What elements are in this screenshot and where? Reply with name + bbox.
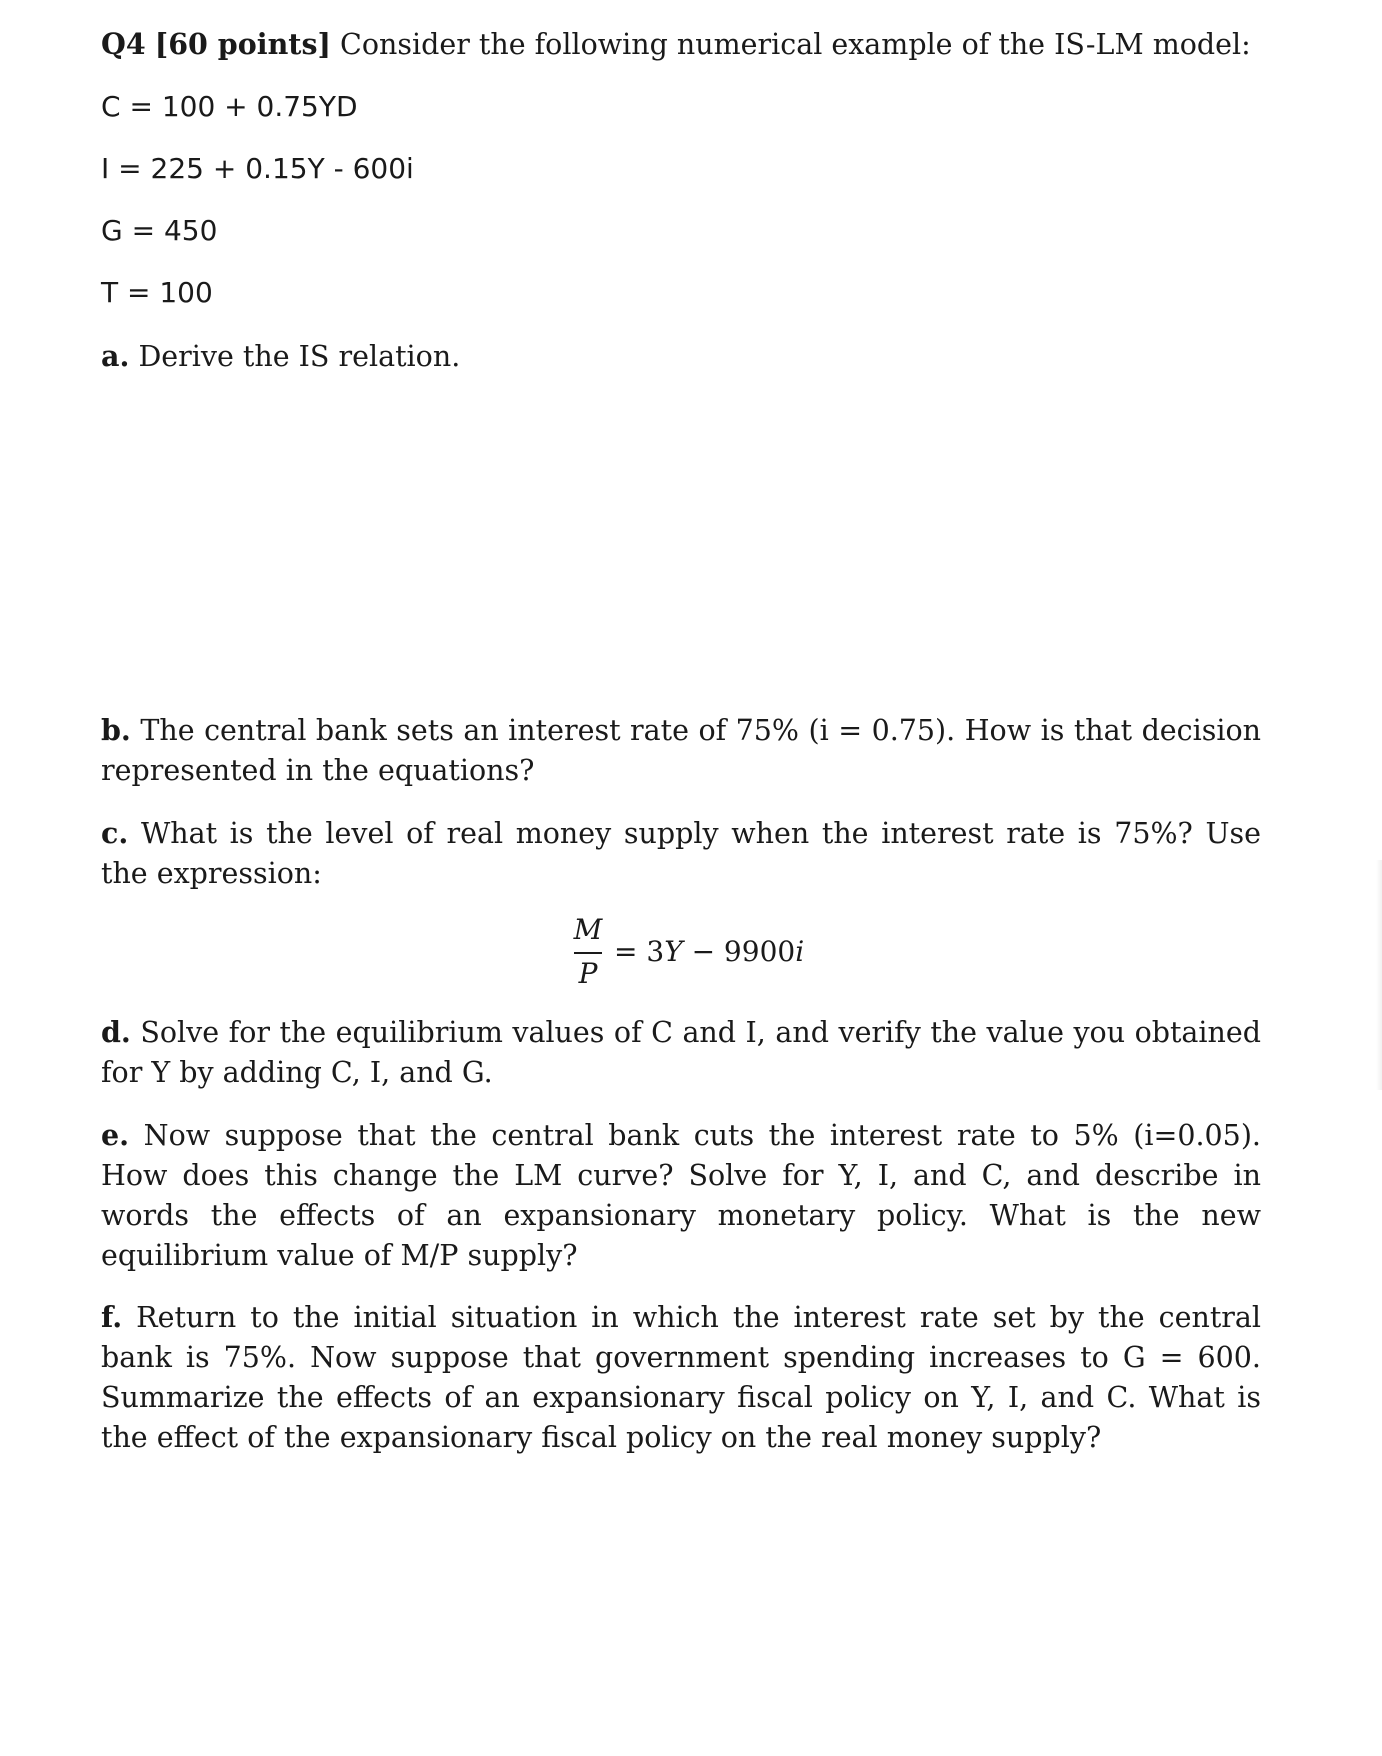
formula-rhs-i: i [795, 935, 805, 968]
part-d [101, 1012, 1261, 1093]
part-b-text: The central bank sets an interest rate of 75% (i = 0.75). How is that decision represented in the equations? [101, 714, 1262, 787]
formula-denominator: P [578, 957, 598, 990]
part-f-text: Return to the initial situation in which the interest rate set by the central bank is 75%. Now suppose that government spending increases to G = 600. Summarize the effects of an expansionary fiscal policy on Y, I, and C. What is the effect of the expansionary fiscal policy on the real money supply? [101, 1301, 1262, 1454]
question-label: Q4 [101, 27, 146, 61]
question-points: [60 points] [154, 27, 331, 61]
formula-rhs-mid: − 9900 [682, 935, 796, 968]
formula-rhs [614, 932, 804, 972]
formula-rhs-prefix: = 3 [614, 935, 665, 968]
part-e-label: e. [101, 1118, 130, 1152]
part-c-text: What is the level of real money supply when the interest rate is 75%? Use the expression: [101, 817, 1261, 890]
part-a-label: a. [101, 339, 130, 373]
equation-government: G = 450 [101, 214, 218, 247]
part-a [101, 336, 1261, 377]
equation-consumption: C = 100 + 0.75YD [101, 90, 358, 123]
part-b-label: b. [101, 713, 131, 747]
part-d-text: Solve for the equilibrium values of C and I, and verify the value you obtained for Y by adding C, I, and G. [101, 1016, 1261, 1089]
page-edge-shadow [1376, 860, 1382, 1090]
equation-taxes: T = 100 [101, 276, 213, 309]
part-d-label: d. [101, 1015, 131, 1049]
question-heading [101, 24, 1251, 65]
part-b [101, 710, 1261, 791]
part-c-label: c. [101, 816, 129, 850]
part-f [101, 1297, 1261, 1458]
part-e [101, 1115, 1261, 1276]
equation-investment: I = 225 + 0.15Y - 600i [101, 152, 414, 185]
part-a-text: Derive the IS relation. [138, 340, 461, 373]
part-f-label: f. [101, 1300, 123, 1334]
fraction-bar [574, 952, 602, 954]
question-intro: Consider the following numerical example of the IS-LM model: [340, 28, 1251, 61]
part-e-text: Now suppose that the central bank cuts the interest rate to 5% (i=0.05). How does this change the LM curve? Solve for Y, I, and C, and describe in words the effects of an expansionary monetary policy. What is the new equilibrium value of M/P supply? [101, 1119, 1261, 1272]
formula-numerator: M [573, 913, 603, 946]
formula-rhs-y: Y [664, 935, 683, 968]
part-c [101, 813, 1261, 894]
